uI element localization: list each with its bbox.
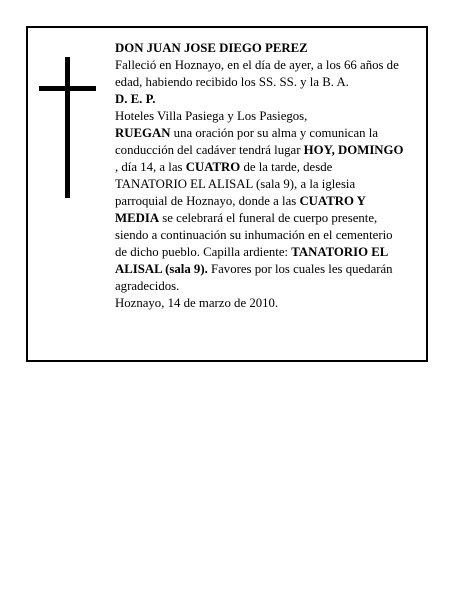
deceased-name: DON JUAN JOSE DIEGO PEREZ	[115, 41, 308, 55]
funeral-text: se celebrará el funeral de cuerpo presente,	[159, 211, 378, 225]
funeral-line	[115, 210, 427, 227]
thanks-text: Favores por los cuales les quedarán	[207, 262, 393, 276]
procession-line	[115, 142, 427, 159]
procession-from: de la tarde, desde	[240, 160, 333, 174]
family-line: Hoteles Villa Pasiega y Los Pasiegos,	[115, 109, 308, 123]
notice-text	[115, 40, 427, 312]
church-text: parroquial de Hoznayo, donde a las	[115, 194, 300, 208]
chapel-place: TANATORIO EL	[291, 245, 389, 259]
request-verb: RUEGAN	[115, 126, 171, 140]
procession-day: HOY, DOMINGO	[303, 143, 404, 157]
cross-vertical-bar	[65, 57, 70, 198]
church-line	[115, 193, 427, 210]
place-date: Hoznayo, 14 de marzo de 2010.	[115, 296, 279, 310]
request-line	[115, 125, 427, 142]
rip-line: D. E. P.	[115, 92, 156, 106]
cross-horizontal-bar	[39, 86, 96, 91]
thanks-end: agradecidos.	[115, 279, 180, 293]
age-and-sacraments: edad, habiendo recibido los SS. SS. y la B. A.	[115, 75, 349, 89]
chapel-text: de dicho pueblo. Capilla ardiente:	[115, 245, 292, 259]
funeral-hour: CUATRO Y	[299, 194, 366, 208]
procession-text: conducción del cadáver tendrá lugar	[115, 143, 304, 157]
funeral-half: MEDIA	[115, 211, 160, 225]
obituary-notice	[26, 26, 428, 362]
procession-time-line	[115, 159, 427, 176]
burial-line: siendo a continuación su inhumación en el cementerio	[115, 228, 393, 242]
death-announcement: Falleció en Hoznayo, en el día de ayer, a los 66 años de	[115, 58, 399, 72]
thanks-line	[115, 261, 427, 278]
chapel-line	[115, 244, 427, 261]
chapel-room: ALISAL (sala 9).	[115, 262, 208, 276]
tanatorio-line: TANATORIO EL ALISAL (sala 9), a la iglesia	[115, 177, 356, 191]
request-text: una oración por su alma y comunican la	[170, 126, 378, 140]
procession-date: , día 14, a las	[115, 160, 186, 174]
procession-hour: CUATRO	[185, 160, 241, 174]
